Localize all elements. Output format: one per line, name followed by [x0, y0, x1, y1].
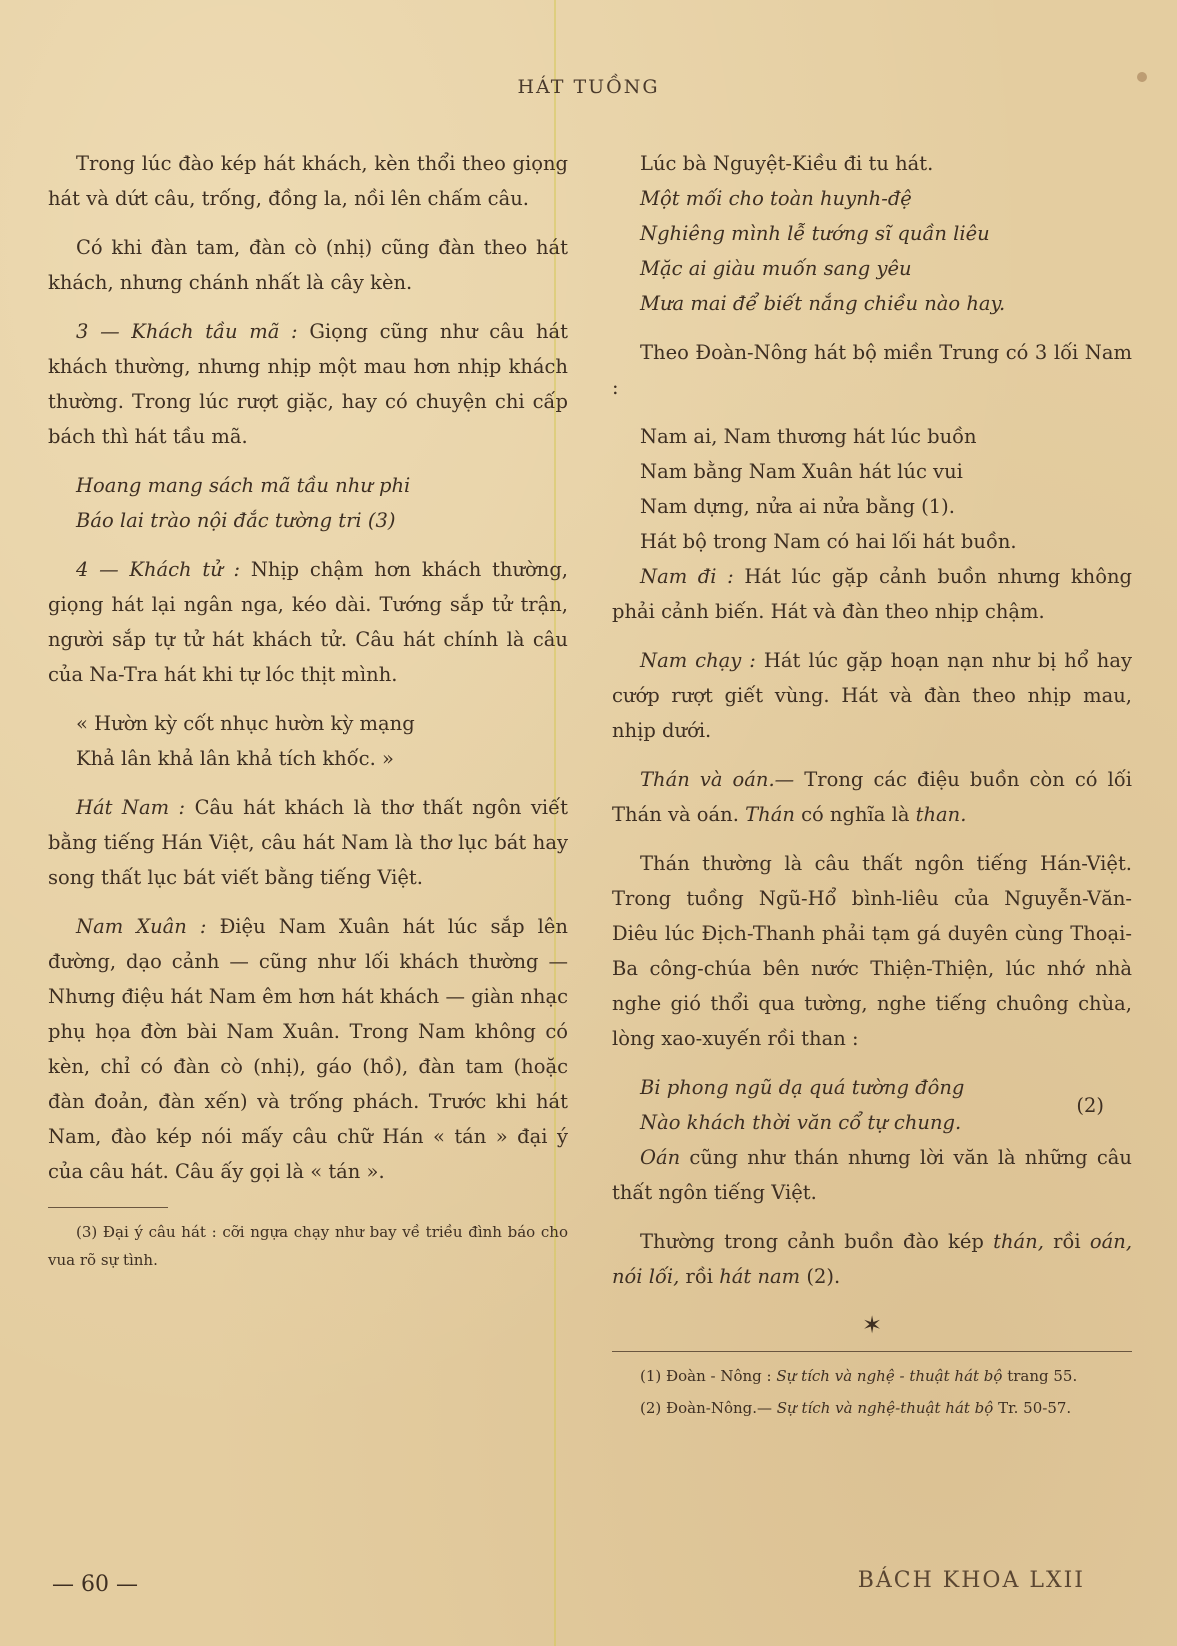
verse-line: Một mối cho toàn huynh-đệ — [640, 187, 912, 210]
verse-footnote-mark: (2) — [1076, 1094, 1104, 1117]
verse-line: Nghiêng mình lễ tướng sĩ quần liêu — [640, 222, 990, 245]
paragraph — [48, 909, 568, 1189]
paragraph: Có khi đàn tam, đàn cò (nhị) cũng đàn theo hát khách, nhưng chánh nhất là cây kèn. — [48, 236, 568, 294]
paragraph — [612, 1224, 1132, 1294]
footnote: (3) Đại ý câu hát : cỡi ngựa chạy như bay về triều đình báo cho vua rõ sự tình. — [48, 1223, 568, 1269]
section-text: có nghĩa là — [794, 803, 916, 826]
verse-line: Báo lai trào nội đắc tường tri (3) — [76, 509, 396, 532]
section-text: cũng như thán nhưng lời văn là những câu thất ngôn tiếng Việt. — [612, 1146, 1132, 1204]
verse-line: Nào khách thời văn cổ tự chung. — [640, 1111, 962, 1134]
verse-line: Nam dựng, nửa ai nửa bằng (1). — [640, 495, 955, 518]
section-label: Nam đi : — [640, 565, 734, 588]
verse-line: « Hườn kỳ cốt nhục hườn kỳ mạng — [76, 712, 415, 735]
star-ornament-icon: ✶ — [861, 1311, 883, 1339]
section-label: Nam chạy : — [640, 649, 756, 672]
emphasis: Sự tích và nghệ-thuật hát bộ — [776, 1399, 994, 1417]
emphasis: Sự tích và nghệ - thuật hát bộ — [776, 1367, 1003, 1385]
footnote-text: (2) Đoàn-Nông.— — [640, 1399, 777, 1417]
verse — [48, 706, 568, 776]
emphasis: than. — [915, 803, 967, 826]
verse-line: Nam ai, Nam thương hát lúc buồn — [640, 425, 977, 448]
paragraph — [612, 1140, 1132, 1210]
paragraph: Lúc bà Nguyệt-Kiều đi tu hát. — [640, 152, 934, 175]
section-text: Trong các điệu buồn còn có lối Thán và oán. — [612, 768, 1132, 826]
left-column — [48, 146, 568, 1278]
paragraph — [48, 314, 568, 454]
footnote-text: (1) Đoàn - Nông : — [640, 1367, 777, 1385]
section-text: rồi — [679, 1265, 720, 1288]
footnote-rule — [612, 1351, 1132, 1352]
section-label: Hát Nam : — [76, 796, 186, 819]
page-header-title: HÁT TUỒNG — [517, 76, 660, 98]
section-text: Câu hát khách là thơ thất ngôn viết bằng tiếng Hán Việt, câu hát Nam là thơ lục bát hay song thất lục bát viết bằng tiếng Việt. — [48, 796, 569, 889]
paragraph: Trong lúc đào kép hát khách, kèn thổi theo giọng hát và dứt câu, trống, đồng la, nồi lên chấm câu. — [48, 152, 568, 210]
footnote — [612, 1362, 1132, 1390]
footnote-rule — [48, 1207, 168, 1208]
section-label: Thán và oán.— — [640, 768, 795, 791]
section-label: 3 — Khách tầu mã : — [76, 320, 298, 343]
section-text: Giọng cũng như câu hát khách thường, nhưng nhịp một mau hơn nhịp khách thường. Trong lúc rượt giặc, hay có chuyện chi cấp bách thì hát tầu mã. — [48, 320, 569, 448]
verse — [48, 468, 568, 538]
magazine-name: BÁCH KHOA LXII — [857, 1568, 1085, 1593]
section-text: Thường trong cảnh buồn đào kép — [640, 1230, 994, 1253]
footnote-text: trang 55. — [1002, 1367, 1078, 1385]
section-label: Oán — [640, 1146, 681, 1169]
verse — [612, 181, 1132, 321]
verse-line: Hoang mang sách mã tầu như phi — [76, 474, 411, 497]
paragraph — [612, 762, 1132, 832]
section-text: Hát lúc gặp cảnh buồn nhưng không phải cảnh biến. Hát và đàn theo nhịp chậm. — [612, 565, 1132, 623]
section-text: rồi — [1043, 1230, 1090, 1253]
page-number: — 60 — — [52, 1572, 138, 1597]
section-text: Hát lúc gặp hoạn nạn như bị hổ hay cướp rượt giết vùng. Hát và đàn theo nhịp mau, nhịp dưới. — [612, 649, 1132, 742]
section-label: Nam Xuân : — [76, 915, 207, 938]
emphasis: hát nam — [719, 1265, 801, 1288]
verse-line: Khả lân khả lân khả tích khốc. » — [76, 747, 394, 770]
footnote-text: Tr. 50-57. — [993, 1399, 1072, 1417]
verse-line: Nam bằng Nam Xuân hát lúc vui — [640, 460, 963, 483]
section-text: (2). — [800, 1265, 841, 1288]
paragraph — [612, 643, 1132, 748]
verse-line: Mặc ai giàu muốn sang yêu — [640, 257, 912, 280]
right-column — [612, 146, 1132, 1426]
paragraph — [612, 559, 1132, 629]
paragraph — [48, 552, 568, 692]
verse-line: Bi phong ngũ dạ quá tường đông — [640, 1076, 965, 1099]
footnote — [612, 1394, 1132, 1422]
verse-line: Mưa mai để biết nắng chiều nào hay. — [640, 292, 1006, 315]
emphasis: Thán — [745, 803, 795, 826]
verse — [612, 1070, 1132, 1140]
paragraph: Hát bộ trong Nam có hai lối hát buồn. — [640, 530, 1017, 553]
emphasis: oán, nói lối, — [612, 1230, 1133, 1288]
emphasis: thán, — [993, 1230, 1044, 1253]
section-label: 4 — Khách tử : — [76, 558, 241, 581]
paragraph: Theo Đoàn-Nông hát bộ miền Trung có 3 lối Nam : — [612, 341, 1132, 399]
paragraph: Thán thường là câu thất ngôn tiếng Hán-Việt. Trong tuồng Ngũ-Hổ bình-liêu của Nguyễn-Văn-Diêu lúc Địch-Thanh phải tạm gá duyên cùng Thoại-Ba công-chúa bên nước Thiện-Thiện, lúc nhớ nhà nghe gió thổi qua tường, nghe tiếng chuông chùa, lòng xao-xuyến rồi than : — [612, 852, 1132, 1050]
section-text: Nhịp chậm hơn khách thường, giọng hát lại ngân nga, kéo dài. Tướng sắp tử trận, người sắp tự tử hát khách tử. Câu hát chính là câu của Na-Tra hát khi tự lóc thịt mình. — [48, 558, 568, 686]
paragraph — [48, 790, 568, 895]
verse — [612, 419, 1132, 524]
section-text: Điệu Nam Xuân hát lúc sắp lên đường, dạo cảnh — cũng như lối khách thường — Nhưng điệu hát Nam êm hơn hát khách — giàn nhạc phụ họa đờn bài Nam Xuân. Trong Nam không có kèn, chỉ có đàn cò (nhị), gáo (hồ), đàn tam (hoặc đàn đoản, đàn xến) và trống phách. Trước khi hát Nam, đào kép nói mấy câu chữ Hán « tán » đại ý của câu hát. Câu ấy gọi là « tán ». — [48, 915, 568, 1183]
